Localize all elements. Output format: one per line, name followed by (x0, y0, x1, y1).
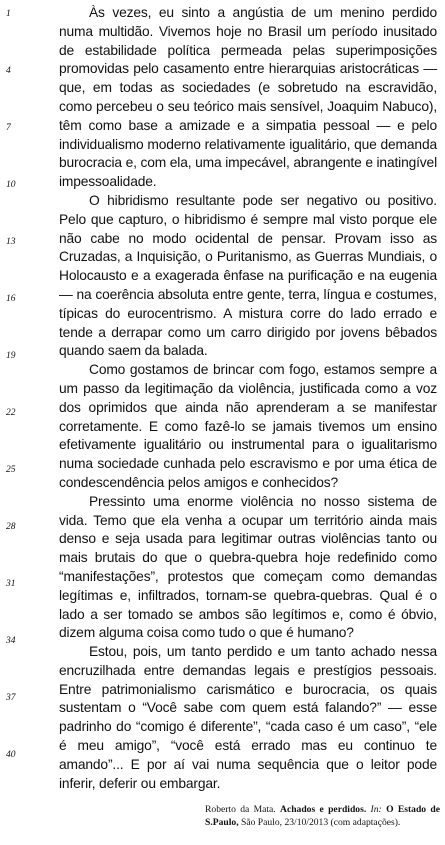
line-number: 40 (6, 750, 16, 760)
line-number: 37 (6, 693, 16, 703)
line-number: 13 (6, 237, 16, 247)
line-number: 34 (6, 636, 16, 646)
paragraph: Pressinto uma enorme violência no nosso sistema de vida. Temo que ela venha a ocupar um território ainda mais denso e seja usada para legitimar outras violências tanto ou mais brutais do que o quebra-quebra hoje redefinido como “manifestações”, protestos que começam como demandas legítimas e, infiltrados, tornam-se quebra-quebras. Qual é o lado a ser tomado se ambos são legítimos e, como é óbvio, dizem alguma coisa como tudo o que é humano? (59, 493, 437, 641)
source-publication: O Estado de S.Paulo, (205, 804, 441, 828)
article-body (59, 4, 437, 793)
line-number: 25 (6, 465, 16, 475)
line-number: 10 (6, 180, 16, 190)
line-number: 22 (6, 408, 16, 418)
paragraph: Estou, pois, um tanto perdido e um tanto achado nessa encruzilhada entre demandas legais e prestígios pessoais. Entre patrimonialismo carismático e burocracia, os quais sustentam o “Você sabe com quem está falando?” — esse padrinho do “comigo é diferente”, “cada caso é um caso”, “ele é meu amigo”, “você está errado mas eu continuo te amando”... E por aí vai numa sequência que o leitor pode inferir, deferir ou embargar. (59, 644, 437, 791)
line-number: 16 (6, 294, 16, 304)
line-number: 4 (6, 66, 11, 76)
source-details: São Paulo, 23/10/2013 (com adaptações). (241, 817, 401, 828)
line-number: 1 (6, 9, 11, 19)
line-number: 7 (6, 123, 11, 133)
line-number: 28 (6, 522, 16, 532)
line-number: 19 (6, 351, 16, 361)
line-number: 31 (6, 579, 16, 589)
line-number-gutter (0, 0, 26, 845)
source-title: Achados e perdidos. (280, 804, 367, 815)
source-author: Roberto da Mata. (205, 804, 276, 815)
paragraph: Como gostamos de brincar com fogo, estamos sempre a um passo da legitimação da violência, justificada como a voz dos oprimidos que ainda não aprenderam a se manifestar corretamente. E como fazê-lo se jamais tivemos um ensino efetivamente igualitário ou instrumental para o igualitarismo numa sociedade cunhada pelo escravismo e por uma ética de condescendência pelos amigos e conhecidos? (59, 362, 437, 490)
paragraph: Às vezes, eu sinto a angústia de um menino perdido numa multidão. Vivemos hoje no Brasil um período inusitado de estabilidade política permeada pelas superimposições promovidas pelo casamento entre hierarquias aristocráticas — que, em todas as sociedades (e sobretudo na escravidão, como percebeu o seu teórico mais sensível, Joaquim Nabuco), têm como base a amizade e a simpatia pessoal — e pelo individualismo moderno relativamente igualitário, que demanda burocracia e, com ela, uma impecável, abrangente e inatingível impessoalidade. (59, 5, 437, 190)
source-citation (205, 803, 440, 829)
paragraph: O hibridismo resultante pode ser negativo ou positivo. Pelo que capturo, o hibridismo é sempre mal visto porque ele não cabe no modo ocidental de pensar. Provam isso as Cruzadas, a Inquisição, o Puritanismo, as Guerras Mundiais, o Holocausto e a exagerada ênfase na purificação e na eugenia — na coerência absoluta entre gente, terra, língua e costumes, típicas do eurocentrismo. A mistura corre do lado errado e tende a derrapar como um carro dirigido por jovens bêbados quando saem da balada. (59, 192, 437, 359)
source-in-label: In: (370, 804, 382, 815)
